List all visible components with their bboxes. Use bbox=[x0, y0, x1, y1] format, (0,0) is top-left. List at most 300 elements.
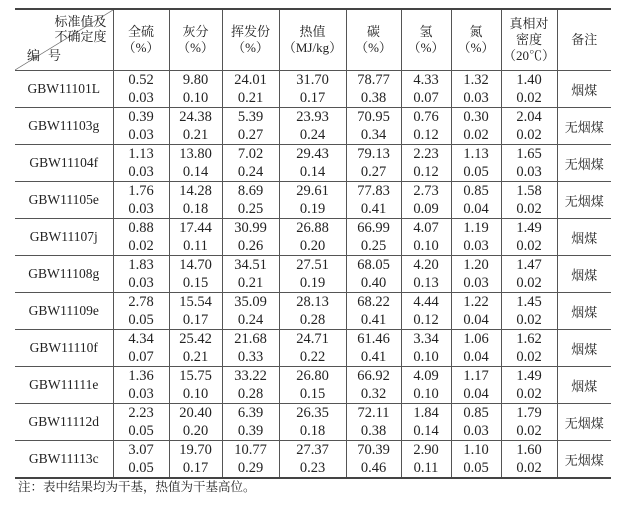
value-cell bbox=[222, 367, 279, 404]
standard-value: 1.10 bbox=[463, 442, 489, 458]
column-header bbox=[401, 9, 451, 71]
standard-value: 78.77 bbox=[357, 72, 390, 88]
value-cell bbox=[451, 145, 501, 182]
value-cell bbox=[401, 330, 451, 367]
header-row bbox=[15, 9, 611, 71]
table-row bbox=[15, 256, 611, 293]
value-cell bbox=[279, 108, 346, 145]
column-unit: （%） bbox=[457, 40, 495, 55]
table-row bbox=[15, 367, 611, 404]
standard-value: 19.70 bbox=[179, 442, 212, 458]
value-cell bbox=[501, 71, 557, 108]
uncertainty-value: 0.03 bbox=[128, 127, 154, 143]
table-row bbox=[15, 108, 611, 145]
uncertainty-value: 0.02 bbox=[516, 460, 542, 476]
value-cell bbox=[113, 256, 169, 293]
value-cell bbox=[222, 145, 279, 182]
uncertainty-value: 0.02 bbox=[516, 349, 542, 365]
remark-cell: 烟煤 bbox=[557, 71, 611, 108]
value-cell bbox=[169, 182, 222, 219]
standard-value: 1.17 bbox=[463, 368, 489, 384]
uncertainty-value: 0.19 bbox=[299, 275, 326, 291]
standard-value: 24.01 bbox=[234, 72, 267, 88]
remark-cell: 无烟煤 bbox=[557, 182, 611, 219]
uncertainty-value: 0.39 bbox=[237, 423, 264, 439]
value-cell bbox=[113, 441, 169, 479]
value-cell bbox=[222, 330, 279, 367]
value-cell bbox=[222, 441, 279, 479]
value-cell bbox=[451, 256, 501, 293]
standard-value: 0.85 bbox=[463, 405, 489, 421]
uncertainty-value: 0.24 bbox=[237, 164, 264, 180]
column-unit: （%） bbox=[177, 40, 214, 55]
corner-top-line1: 标准值及 bbox=[54, 14, 107, 29]
value-cell bbox=[279, 71, 346, 108]
value-cell bbox=[401, 71, 451, 108]
value-cell bbox=[169, 219, 222, 256]
value-cell bbox=[169, 145, 222, 182]
uncertainty-value: 0.40 bbox=[360, 275, 387, 291]
standard-value: 25.42 bbox=[179, 331, 212, 347]
value-cell bbox=[346, 256, 401, 293]
uncertainty-value: 0.03 bbox=[463, 238, 489, 254]
standard-value: 1.47 bbox=[516, 257, 542, 273]
uncertainty-value: 0.02 bbox=[516, 201, 542, 217]
value-cell bbox=[346, 367, 401, 404]
sample-code: GBW11104f bbox=[15, 145, 113, 182]
value-cell bbox=[346, 182, 401, 219]
standard-value: 35.09 bbox=[234, 294, 267, 310]
standard-value: 4.44 bbox=[413, 294, 439, 310]
value-cell bbox=[451, 441, 501, 479]
table-row bbox=[15, 145, 611, 182]
value-cell bbox=[451, 182, 501, 219]
uncertainty-value: 0.25 bbox=[237, 201, 264, 217]
uncertainty-value: 0.04 bbox=[463, 386, 489, 402]
standard-value: 15.54 bbox=[179, 294, 212, 310]
standard-value: 6.39 bbox=[237, 405, 264, 421]
uncertainty-value: 0.14 bbox=[413, 423, 439, 439]
column-unit: （%） bbox=[232, 40, 269, 55]
value-cell bbox=[169, 441, 222, 479]
column-name: 灰分 bbox=[182, 24, 209, 39]
remark-cell: 烟煤 bbox=[557, 256, 611, 293]
value-cell bbox=[501, 330, 557, 367]
remark-cell: 无烟煤 bbox=[557, 404, 611, 441]
uncertainty-value: 0.03 bbox=[128, 164, 154, 180]
sample-code: GBW11103g bbox=[15, 108, 113, 145]
uncertainty-value: 0.04 bbox=[463, 349, 489, 365]
uncertainty-value: 0.18 bbox=[182, 201, 209, 217]
value-cell bbox=[222, 182, 279, 219]
value-cell bbox=[346, 219, 401, 256]
standard-value: 1.84 bbox=[413, 405, 439, 421]
column-name: 挥发份 bbox=[230, 24, 270, 39]
standard-value: 27.37 bbox=[296, 442, 329, 458]
value-cell bbox=[401, 367, 451, 404]
remark-cell: 烟煤 bbox=[557, 293, 611, 330]
standard-value: 33.22 bbox=[234, 368, 267, 384]
column-unit: （%） bbox=[122, 40, 160, 55]
table-body bbox=[15, 71, 611, 479]
standard-value: 66.92 bbox=[357, 368, 390, 384]
uncertainty-value: 0.03 bbox=[128, 201, 154, 217]
value-cell bbox=[113, 71, 169, 108]
uncertainty-value: 0.02 bbox=[516, 90, 542, 106]
table-row bbox=[15, 293, 611, 330]
value-cell bbox=[169, 293, 222, 330]
uncertainty-value: 0.28 bbox=[299, 312, 326, 328]
standard-value: 26.35 bbox=[296, 405, 329, 421]
value-cell bbox=[346, 330, 401, 367]
value-cell bbox=[501, 441, 557, 479]
standard-value: 0.76 bbox=[413, 109, 439, 125]
uncertainty-value: 0.10 bbox=[413, 386, 439, 402]
standard-value: 2.23 bbox=[413, 146, 439, 162]
standard-value: 24.71 bbox=[296, 331, 329, 347]
standard-value: 1.32 bbox=[463, 72, 489, 88]
uncertainty-value: 0.05 bbox=[128, 312, 154, 328]
uncertainty-value: 0.12 bbox=[413, 164, 439, 180]
value-cell bbox=[222, 71, 279, 108]
uncertainty-value: 0.05 bbox=[128, 460, 154, 476]
uncertainty-value: 0.02 bbox=[516, 312, 542, 328]
value-cell bbox=[222, 108, 279, 145]
standard-value: 4.07 bbox=[413, 220, 439, 236]
standard-value: 1.40 bbox=[516, 72, 542, 88]
column-unit: （%） bbox=[407, 40, 445, 55]
sample-code: GBW11105e bbox=[15, 182, 113, 219]
standard-value: 1.60 bbox=[516, 442, 542, 458]
sample-code: GBW11101L bbox=[15, 71, 113, 108]
remark-cell: 无烟煤 bbox=[557, 108, 611, 145]
value-cell bbox=[451, 293, 501, 330]
standard-value: 7.02 bbox=[237, 146, 264, 162]
value-cell bbox=[279, 404, 346, 441]
value-cell bbox=[501, 182, 557, 219]
standard-value: 1.06 bbox=[463, 331, 489, 347]
sample-code: GBW11112d bbox=[15, 404, 113, 441]
value-cell bbox=[113, 367, 169, 404]
standard-value: 4.09 bbox=[413, 368, 439, 384]
uncertainty-value: 0.27 bbox=[237, 127, 264, 143]
sample-code: GBW11110f bbox=[15, 330, 113, 367]
value-cell bbox=[401, 182, 451, 219]
standard-value: 29.61 bbox=[296, 183, 329, 199]
sample-code: GBW11107j bbox=[15, 219, 113, 256]
value-cell bbox=[346, 404, 401, 441]
value-cell bbox=[451, 71, 501, 108]
value-cell bbox=[113, 404, 169, 441]
column-name: 氮 bbox=[469, 24, 483, 39]
uncertainty-value: 0.25 bbox=[360, 238, 387, 254]
column-header bbox=[279, 9, 346, 71]
standard-value: 61.46 bbox=[357, 331, 390, 347]
value-cell bbox=[169, 330, 222, 367]
corner-header bbox=[15, 9, 113, 71]
sample-code: GBW11113c bbox=[15, 441, 113, 479]
uncertainty-value: 0.13 bbox=[413, 275, 439, 291]
uncertainty-value: 0.24 bbox=[237, 312, 264, 328]
standard-value: 4.20 bbox=[413, 257, 439, 273]
standard-value: 31.70 bbox=[296, 72, 329, 88]
standard-value: 1.65 bbox=[516, 146, 542, 162]
column-name: 真相对密度 bbox=[509, 16, 549, 47]
column-header bbox=[501, 9, 557, 71]
value-cell bbox=[346, 71, 401, 108]
uncertainty-value: 0.11 bbox=[183, 238, 208, 254]
remark-cell: 烟煤 bbox=[557, 330, 611, 367]
value-cell bbox=[279, 256, 346, 293]
uncertainty-value: 0.12 bbox=[413, 312, 439, 328]
table-row bbox=[15, 404, 611, 441]
standard-value: 21.68 bbox=[234, 331, 267, 347]
value-cell bbox=[346, 145, 401, 182]
standard-value: 27.51 bbox=[296, 257, 329, 273]
column-header bbox=[169, 9, 222, 71]
uncertainty-value: 0.05 bbox=[463, 460, 489, 476]
uncertainty-value: 0.23 bbox=[299, 460, 326, 476]
standard-value: 23.93 bbox=[296, 109, 329, 125]
value-cell bbox=[113, 145, 169, 182]
uncertainty-value: 0.10 bbox=[182, 90, 209, 106]
column-header bbox=[346, 9, 401, 71]
remark-cell: 烟煤 bbox=[557, 367, 611, 404]
uncertainty-value: 0.03 bbox=[128, 90, 154, 106]
standard-value: 1.13 bbox=[128, 146, 154, 162]
value-cell bbox=[451, 404, 501, 441]
standard-value: 1.22 bbox=[463, 294, 489, 310]
value-cell bbox=[501, 256, 557, 293]
standard-value: 28.13 bbox=[296, 294, 329, 310]
standard-value: 1.45 bbox=[516, 294, 542, 310]
value-cell bbox=[113, 293, 169, 330]
value-cell bbox=[401, 108, 451, 145]
value-cell bbox=[401, 441, 451, 479]
value-cell bbox=[222, 293, 279, 330]
uncertainty-value: 0.34 bbox=[360, 127, 387, 143]
value-cell bbox=[451, 219, 501, 256]
value-cell bbox=[346, 108, 401, 145]
standard-value: 1.13 bbox=[463, 146, 489, 162]
value-cell bbox=[169, 256, 222, 293]
uncertainty-value: 0.22 bbox=[299, 349, 326, 365]
standard-value: 68.22 bbox=[357, 294, 390, 310]
column-unit: （%） bbox=[355, 40, 392, 55]
standard-value: 4.33 bbox=[413, 72, 439, 88]
value-cell bbox=[501, 293, 557, 330]
uncertainty-value: 0.21 bbox=[182, 349, 209, 365]
standard-value: 10.77 bbox=[234, 442, 267, 458]
standard-value: 4.34 bbox=[128, 331, 154, 347]
value-cell bbox=[222, 404, 279, 441]
standard-value: 68.05 bbox=[357, 257, 390, 273]
standard-value: 3.07 bbox=[128, 442, 154, 458]
standard-value: 15.75 bbox=[179, 368, 212, 384]
uncertainty-value: 0.03 bbox=[516, 164, 542, 180]
standard-value: 79.13 bbox=[357, 146, 390, 162]
value-cell bbox=[169, 404, 222, 441]
value-cell bbox=[113, 330, 169, 367]
standard-value: 1.36 bbox=[128, 368, 154, 384]
uncertainty-value: 0.03 bbox=[463, 90, 489, 106]
standard-value: 0.39 bbox=[128, 109, 154, 125]
value-cell bbox=[401, 145, 451, 182]
standard-value: 1.76 bbox=[128, 183, 154, 199]
uncertainty-value: 0.10 bbox=[413, 238, 439, 254]
uncertainty-value: 0.12 bbox=[413, 127, 439, 143]
table-row bbox=[15, 182, 611, 219]
value-cell bbox=[451, 330, 501, 367]
standard-value: 77.83 bbox=[357, 183, 390, 199]
uncertainty-value: 0.11 bbox=[413, 460, 439, 476]
remark-cell: 无烟煤 bbox=[557, 441, 611, 479]
standard-value: 1.49 bbox=[516, 220, 542, 236]
coal-reference-table bbox=[15, 8, 611, 479]
uncertainty-value: 0.05 bbox=[463, 164, 489, 180]
uncertainty-value: 0.38 bbox=[360, 423, 387, 439]
standard-value: 1.79 bbox=[516, 405, 542, 421]
remark-cell: 无烟煤 bbox=[557, 145, 611, 182]
uncertainty-value: 0.21 bbox=[182, 127, 209, 143]
value-cell bbox=[279, 293, 346, 330]
standard-value: 2.90 bbox=[413, 442, 439, 458]
uncertainty-value: 0.41 bbox=[360, 201, 387, 217]
uncertainty-value: 0.20 bbox=[182, 423, 209, 439]
table-row bbox=[15, 219, 611, 256]
value-cell bbox=[169, 367, 222, 404]
uncertainty-value: 0.28 bbox=[237, 386, 264, 402]
value-cell bbox=[401, 219, 451, 256]
value-cell bbox=[451, 367, 501, 404]
value-cell bbox=[169, 108, 222, 145]
corner-bottom-label: 编号 bbox=[27, 48, 70, 63]
uncertainty-value: 0.21 bbox=[237, 275, 264, 291]
uncertainty-value: 0.09 bbox=[413, 201, 439, 217]
uncertainty-value: 0.02 bbox=[516, 127, 542, 143]
column-header bbox=[222, 9, 279, 71]
sample-code: GBW11108g bbox=[15, 256, 113, 293]
table-row bbox=[15, 441, 611, 479]
column-header bbox=[451, 9, 501, 71]
standard-value: 17.44 bbox=[179, 220, 212, 236]
value-cell bbox=[346, 441, 401, 479]
footnote: 注：表中结果均为干基，热值为干基高位。 bbox=[18, 480, 256, 494]
uncertainty-value: 0.02 bbox=[516, 238, 542, 254]
standard-value: 70.39 bbox=[357, 442, 390, 458]
uncertainty-value: 0.17 bbox=[182, 312, 209, 328]
uncertainty-value: 0.02 bbox=[516, 386, 542, 402]
corner-top-line2: 不确定度 bbox=[54, 29, 107, 44]
column-name: 氢 bbox=[419, 24, 433, 39]
uncertainty-value: 0.46 bbox=[360, 460, 387, 476]
standard-value: 0.88 bbox=[128, 220, 154, 236]
uncertainty-value: 0.03 bbox=[463, 275, 489, 291]
standard-value: 66.99 bbox=[357, 220, 390, 236]
value-cell bbox=[501, 219, 557, 256]
column-unit: （MJ/kg） bbox=[282, 40, 343, 55]
table-row bbox=[15, 330, 611, 367]
uncertainty-value: 0.17 bbox=[182, 460, 209, 476]
uncertainty-value: 0.14 bbox=[299, 164, 326, 180]
uncertainty-value: 0.41 bbox=[360, 349, 387, 365]
standard-value: 1.83 bbox=[128, 257, 154, 273]
uncertainty-value: 0.10 bbox=[182, 386, 209, 402]
uncertainty-value: 0.15 bbox=[182, 275, 209, 291]
column-header bbox=[113, 9, 169, 71]
value-cell bbox=[279, 367, 346, 404]
standard-value: 1.49 bbox=[516, 368, 542, 384]
uncertainty-value: 0.03 bbox=[128, 275, 154, 291]
value-cell bbox=[222, 219, 279, 256]
uncertainty-value: 0.02 bbox=[516, 423, 542, 439]
standard-value: 2.73 bbox=[413, 183, 439, 199]
standard-value: 20.40 bbox=[179, 405, 212, 421]
uncertainty-value: 0.27 bbox=[360, 164, 387, 180]
standard-value: 26.88 bbox=[296, 220, 329, 236]
value-cell bbox=[401, 293, 451, 330]
standard-value: 2.78 bbox=[128, 294, 154, 310]
uncertainty-value: 0.26 bbox=[237, 238, 264, 254]
uncertainty-value: 0.38 bbox=[360, 90, 387, 106]
uncertainty-value: 0.07 bbox=[413, 90, 439, 106]
sample-code: GBW11109e bbox=[15, 293, 113, 330]
value-cell bbox=[401, 404, 451, 441]
value-cell bbox=[279, 330, 346, 367]
uncertainty-value: 0.03 bbox=[128, 386, 154, 402]
standard-value: 70.95 bbox=[357, 109, 390, 125]
standard-value: 72.11 bbox=[357, 405, 390, 421]
value-cell bbox=[169, 71, 222, 108]
standard-value: 2.04 bbox=[516, 109, 542, 125]
standard-value: 2.23 bbox=[128, 405, 154, 421]
uncertainty-value: 0.18 bbox=[299, 423, 326, 439]
value-cell bbox=[279, 182, 346, 219]
column-name: 碳 bbox=[366, 24, 380, 39]
remark-header: 备注 bbox=[557, 9, 611, 71]
value-cell bbox=[222, 256, 279, 293]
uncertainty-value: 0.29 bbox=[237, 460, 264, 476]
standard-value: 9.80 bbox=[182, 72, 209, 88]
standard-value: 26.80 bbox=[296, 368, 329, 384]
standard-value: 1.58 bbox=[516, 183, 542, 199]
standard-value: 14.70 bbox=[179, 257, 212, 273]
uncertainty-value: 0.02 bbox=[516, 275, 542, 291]
standard-value: 24.38 bbox=[179, 109, 212, 125]
standard-value: 0.30 bbox=[463, 109, 489, 125]
uncertainty-value: 0.19 bbox=[299, 201, 326, 217]
value-cell bbox=[279, 145, 346, 182]
uncertainty-value: 0.33 bbox=[237, 349, 264, 365]
value-cell bbox=[346, 293, 401, 330]
remark-cell: 烟煤 bbox=[557, 219, 611, 256]
uncertainty-value: 0.17 bbox=[299, 90, 326, 106]
uncertainty-value: 0.05 bbox=[128, 423, 154, 439]
table-row bbox=[15, 71, 611, 108]
value-cell bbox=[401, 256, 451, 293]
standard-value: 34.51 bbox=[234, 257, 267, 273]
value-cell bbox=[113, 182, 169, 219]
standard-value: 5.39 bbox=[237, 109, 264, 125]
uncertainty-value: 0.24 bbox=[299, 127, 326, 143]
standard-value: 1.62 bbox=[516, 331, 542, 347]
value-cell bbox=[501, 404, 557, 441]
uncertainty-value: 0.15 bbox=[299, 386, 326, 402]
standard-value: 3.34 bbox=[413, 331, 439, 347]
standard-value: 1.20 bbox=[463, 257, 489, 273]
corner-top-label bbox=[54, 14, 106, 44]
uncertainty-value: 0.21 bbox=[237, 90, 264, 106]
